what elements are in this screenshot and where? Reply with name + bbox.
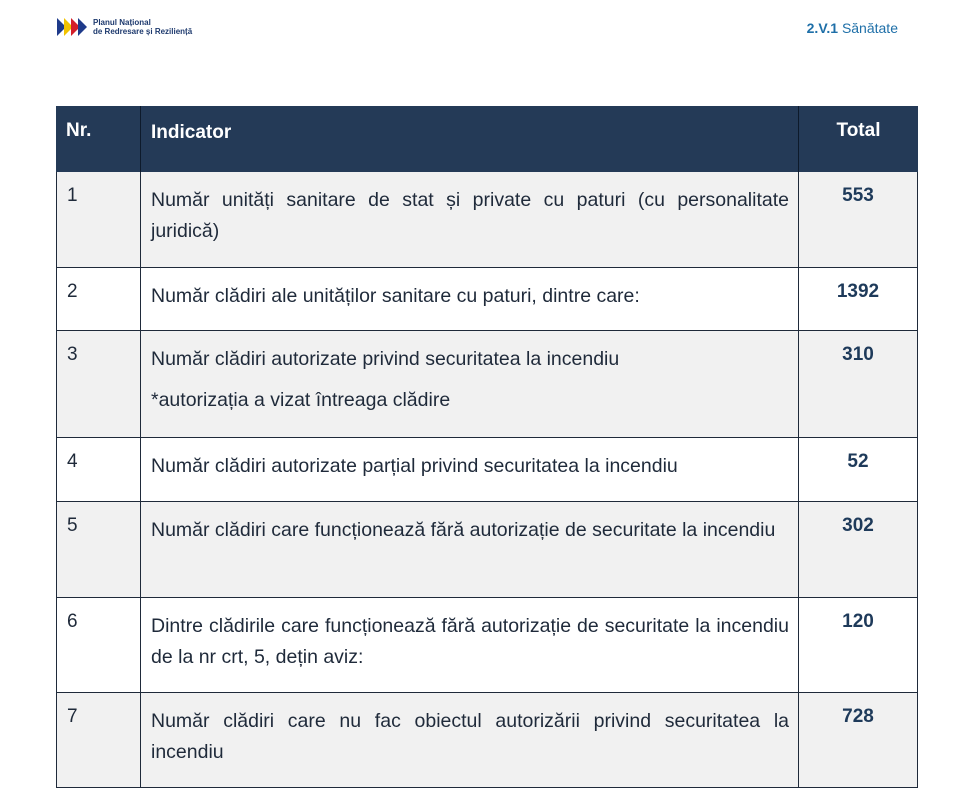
column-header-total: Total bbox=[836, 120, 881, 141]
row-indicator bbox=[141, 268, 799, 330]
indicator-text: Număr clădiri care funcționează fără autorizație de securitate la incendiu bbox=[151, 519, 776, 541]
indicator-text: Număr unități sanitare de stat și private cu paturi (cu personalitate juridică) bbox=[151, 189, 789, 242]
row-indicator bbox=[141, 598, 799, 692]
row-indicator bbox=[141, 502, 799, 597]
row-indicator bbox=[141, 438, 799, 501]
indicator-text: Număr clădiri care nu fac obiectul autorizării privind securitatea la incendiu bbox=[151, 710, 789, 763]
table-row bbox=[56, 502, 918, 598]
table-row bbox=[56, 598, 918, 693]
row-total: 52 bbox=[799, 438, 918, 501]
row-total: 1392 bbox=[799, 268, 918, 330]
logo-line-1: Planul Național bbox=[93, 18, 151, 27]
row-total: 310 bbox=[799, 331, 918, 437]
indicator-text: Dintre clădirile care funcționează fără autorizație de securitate la incendiu de la nr crt, 5, dețin aviz: bbox=[151, 615, 789, 668]
row-number: 3 bbox=[56, 331, 141, 437]
row-number: 5 bbox=[56, 502, 141, 597]
row-number: 4 bbox=[56, 438, 141, 501]
row-total: 302 bbox=[799, 502, 918, 597]
row-number: 2 bbox=[56, 268, 141, 330]
indicator-text: Număr clădiri ale unităților sanitare cu paturi, dintre care: bbox=[151, 285, 640, 307]
row-indicator bbox=[141, 331, 799, 437]
section-code: 2.V.1 bbox=[806, 20, 839, 36]
pnrr-logo-icon bbox=[57, 15, 89, 39]
row-total: 728 bbox=[799, 693, 918, 787]
row-indicator bbox=[141, 693, 799, 787]
indicator-note: *autorizația a vizat întreaga clădire bbox=[151, 389, 451, 411]
logo-line-2: de Redresare și Reziliență bbox=[93, 27, 193, 36]
column-header-indicator: Indicator bbox=[141, 106, 799, 172]
table-row bbox=[56, 172, 918, 268]
section-tag bbox=[807, 20, 898, 36]
table-row bbox=[56, 268, 918, 331]
pnrr-logo bbox=[57, 15, 192, 39]
row-number: 1 bbox=[56, 172, 141, 267]
section-name: Sănătate bbox=[841, 20, 898, 36]
table-row bbox=[56, 693, 918, 788]
table-row bbox=[56, 438, 918, 502]
row-total: 553 bbox=[799, 172, 918, 267]
table-header-row bbox=[56, 106, 918, 172]
indicator-text: Număr clădiri autorizate parțial privind securitatea la incendiu bbox=[151, 455, 678, 477]
row-number: 6 bbox=[56, 598, 141, 692]
indicator-text: Număr clădiri autorizate privind securitatea la incendiu bbox=[151, 348, 620, 370]
logo-text bbox=[93, 18, 192, 36]
column-header-nr: Nr. bbox=[56, 106, 141, 172]
indicator-table bbox=[56, 106, 918, 788]
row-total: 120 bbox=[799, 598, 918, 692]
row-indicator bbox=[141, 172, 799, 267]
table-row bbox=[56, 331, 918, 438]
row-number: 7 bbox=[56, 693, 141, 787]
